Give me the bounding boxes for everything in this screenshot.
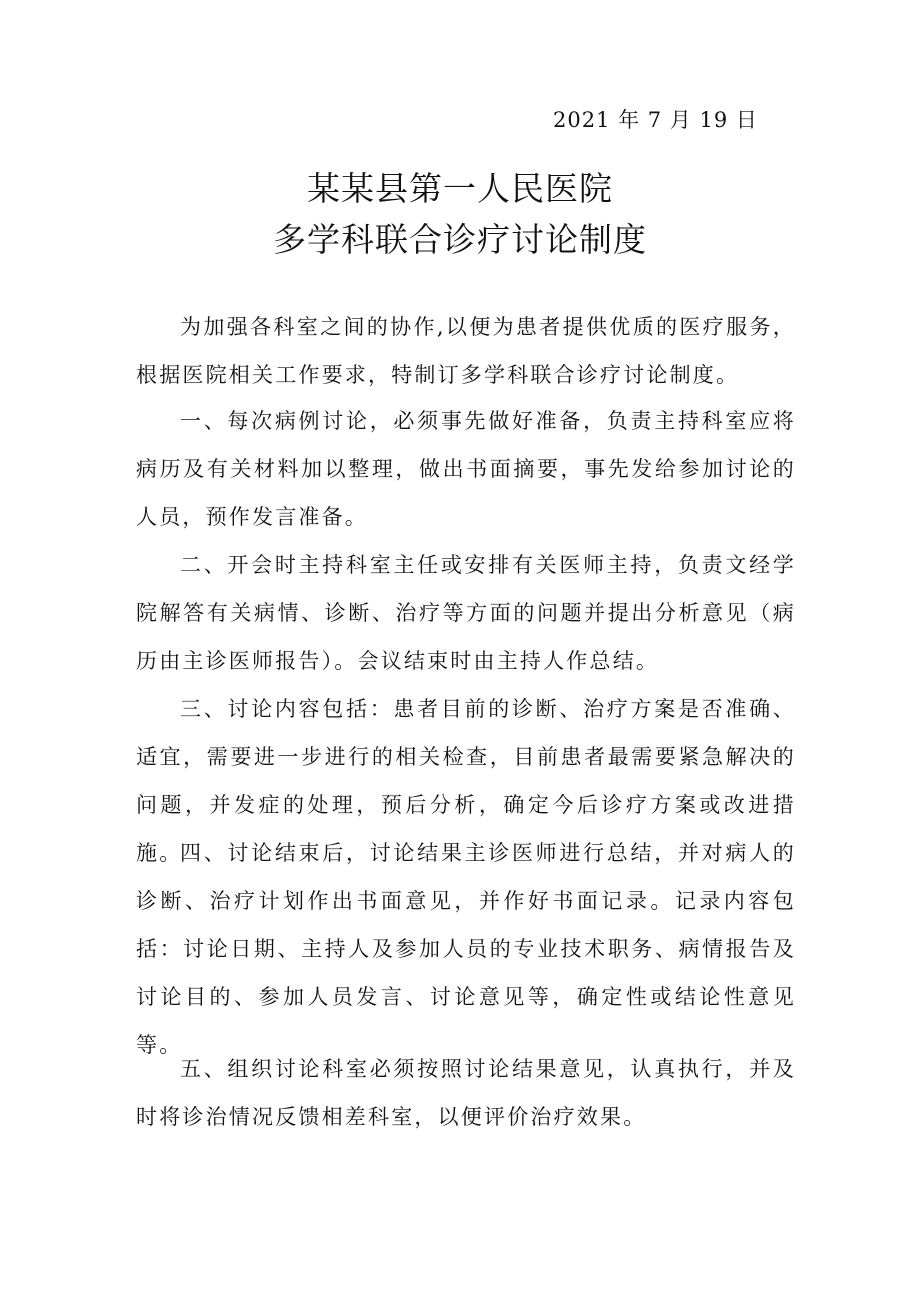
document-date: 2021 年 7 月 19 日	[553, 108, 758, 132]
document-title-line1: 某某县第一人民医院	[307, 169, 613, 208]
paragraph-item-4: 四、讨论结束后，讨论结果主诊医师进行总结，并对病人的诊断、治疗计划作出书面意见，并作好书面记录。记录内容包括：讨论日期、主持人及参加人员的专业技术职务、病情报告及讨论目的、参加人员发言、讨论意见等，确定性或结论性意见等。	[136, 841, 796, 1057]
paragraph-item-5: 五、组织讨论科室必须按照讨论结果意见，认真执行，并及时将诊治情况反馈相差科室，以便评价治疗效果。	[136, 1057, 796, 1129]
document-title-line2: 多学科联合诊疗讨论制度	[273, 220, 647, 259]
paragraph-item-1: 一、每次病例讨论，必须事先做好准备，负责主持科室应将病历及有关材料加以整理，做出书面摘要，事先发给参加讨论的人员，预作发言准备。	[136, 409, 796, 529]
paragraph-item-2: 二、开会时主持科室主任或安排有关医师主持，负责文经学院解答有关病情、诊断、治疗等方面的问题并提出分析意见（病历由主诊医师报告）。会议结束时由主持人作总结。	[136, 553, 796, 673]
paragraph-item-3: 三、讨论内容包括：患者目前的诊断、治疗方案是否准确、适宜，需要进一步进行的相关检查，目前患者最需要紧急解决的问题，并发症的处理，预后分析，确定今后诊疗方案或改进措施。	[136, 697, 796, 865]
paragraph-intro: 为加强各科室之间的协作,以便为患者提供优质的医疗服务，根据医院相关工作要求，特制订多学科联合诊疗讨论制度。	[136, 315, 796, 387]
